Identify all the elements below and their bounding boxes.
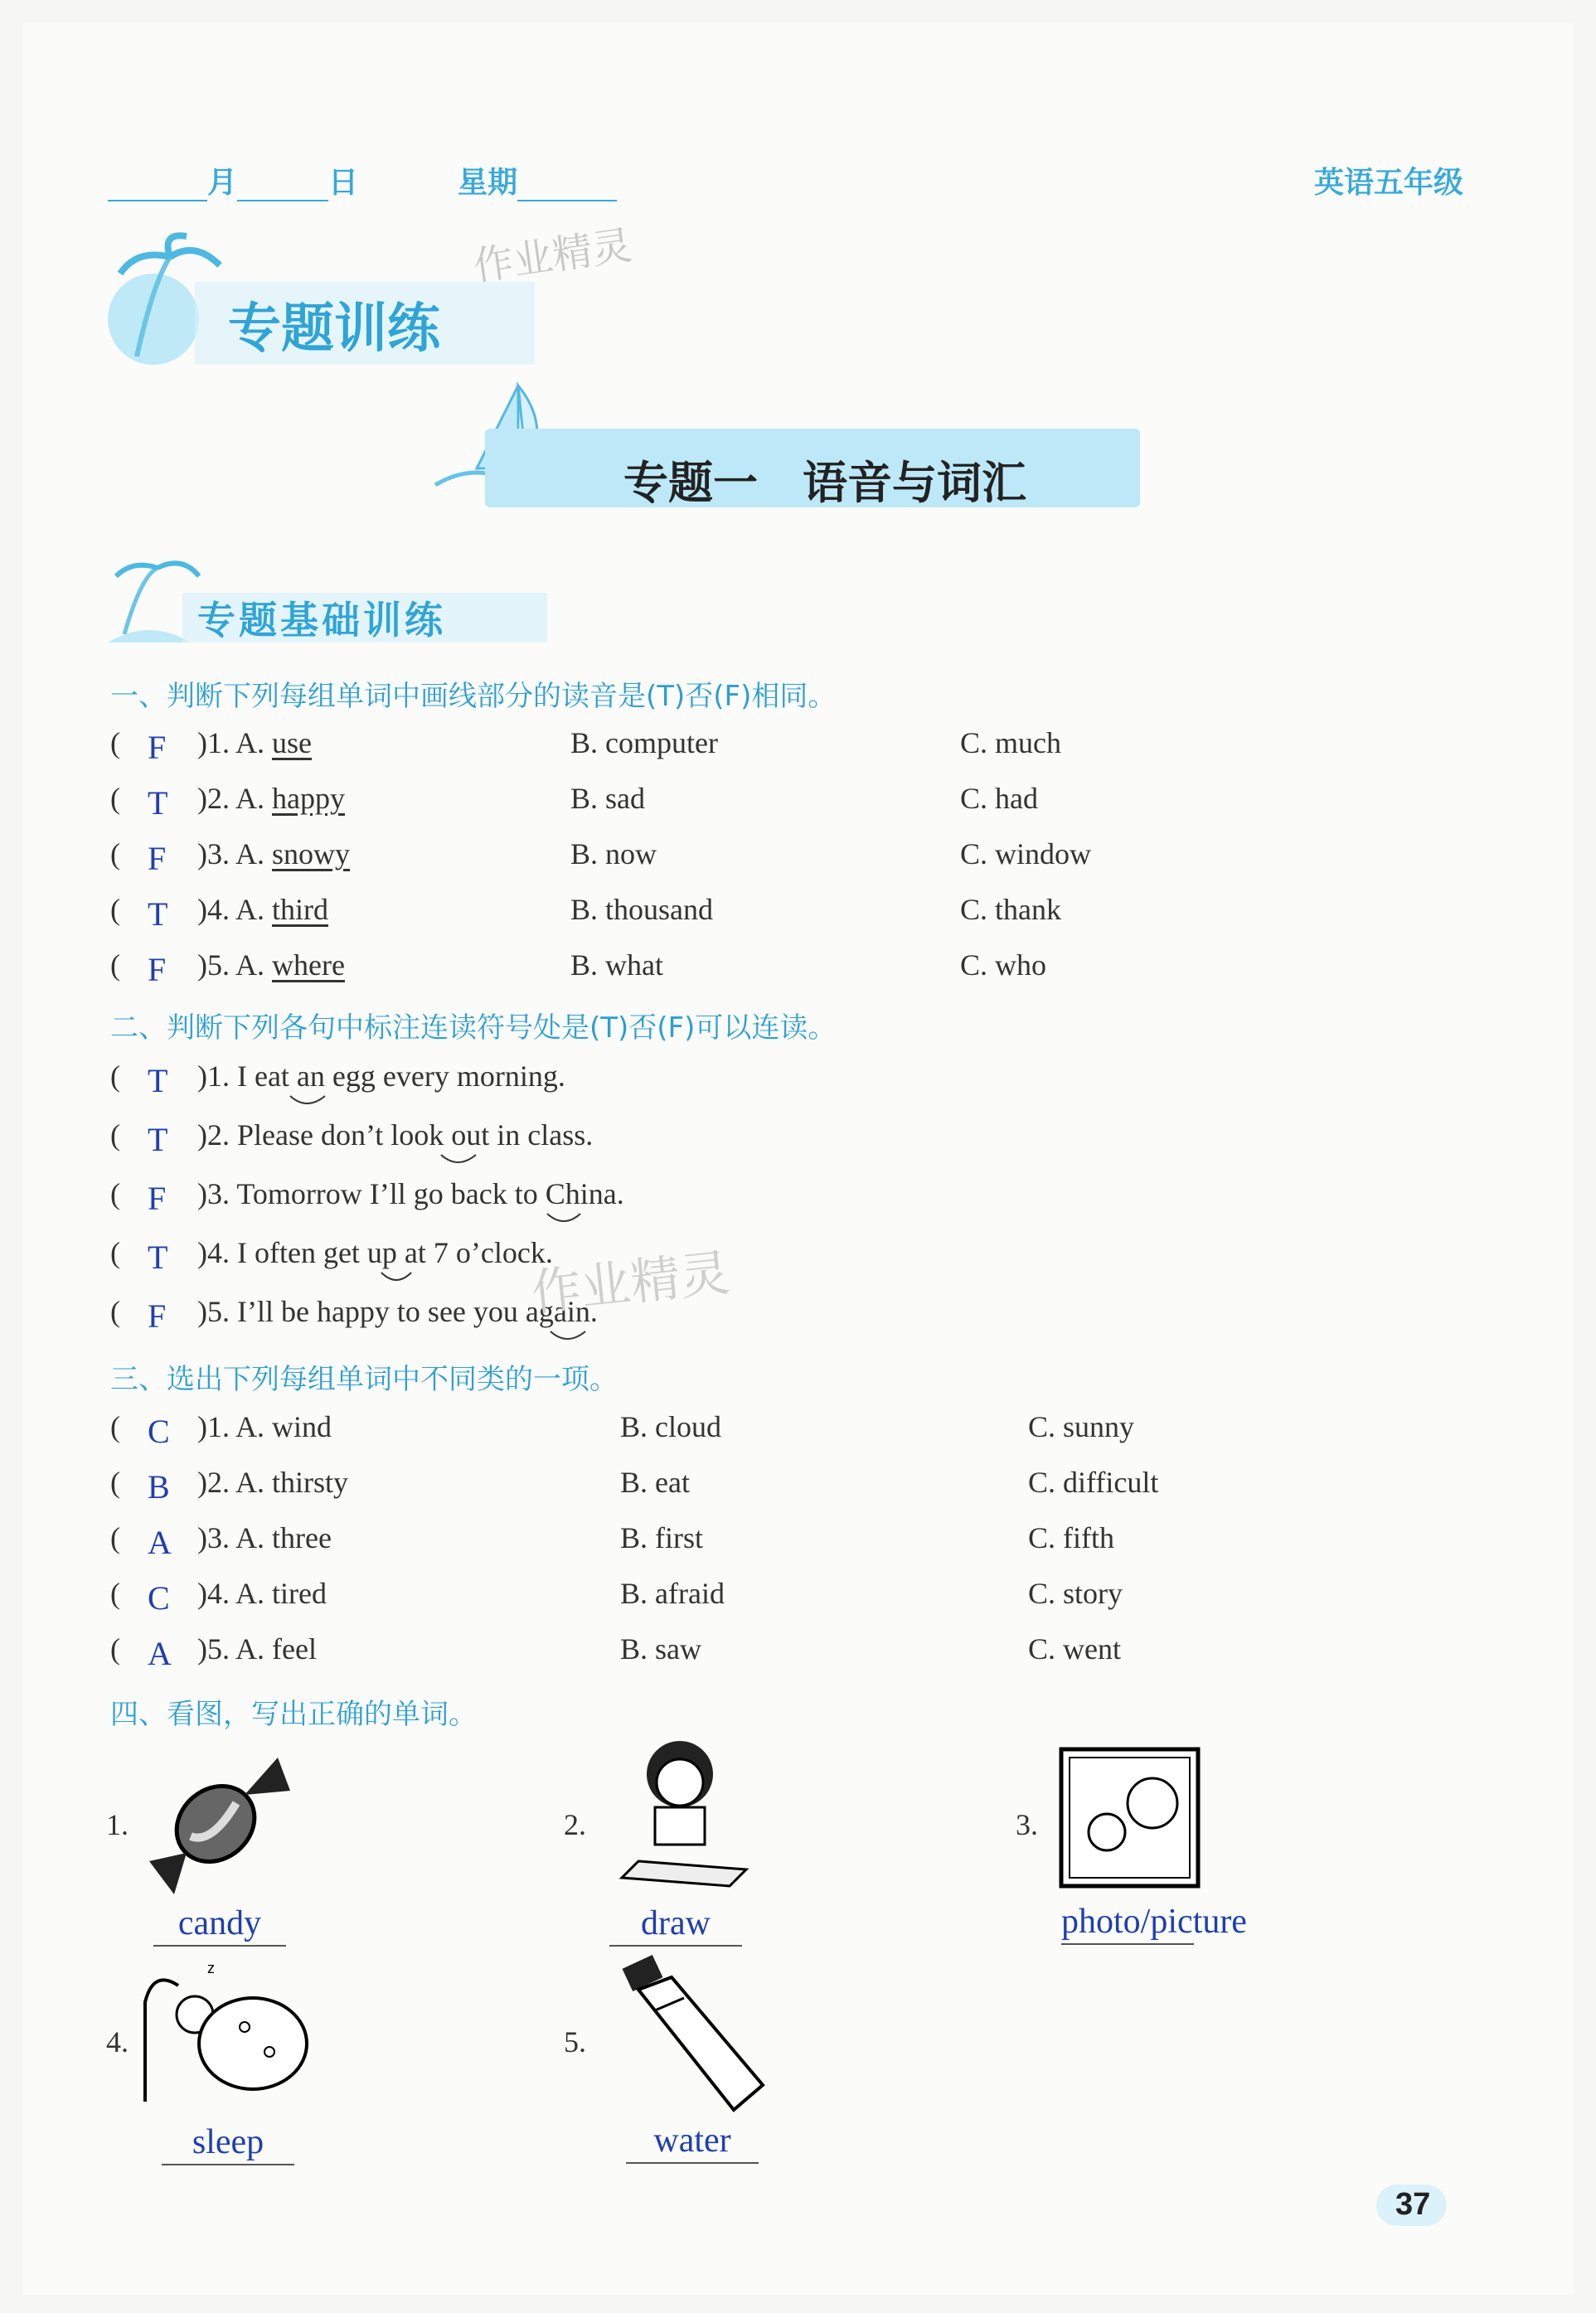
s1-q3-b: B. now	[570, 837, 657, 870]
s1-q4-c: C. thank	[960, 893, 1061, 926]
water-bottle-icon	[609, 1952, 775, 2118]
s1-row-5: (	[110, 948, 120, 982]
section2-title: 二、判断下列各句中标注连读符号处是(T)否(F)可以连读。	[110, 1011, 837, 1045]
s2-q2: )2. Please don’t look out in class.	[197, 1118, 594, 1152]
s3-q5-b: B. saw	[620, 1632, 701, 1666]
s3-answer-2[interactable]: B	[148, 1468, 170, 1506]
s2-answer-1[interactable]: T	[148, 1062, 168, 1099]
candy-icon	[133, 1745, 298, 1903]
s1-q5-b: B. what	[570, 948, 663, 982]
s2-answer-5[interactable]: F	[148, 1297, 167, 1335]
page-number: 37	[1395, 2187, 1431, 2222]
s3-q3-b: B. first	[620, 1521, 704, 1554]
s1-q4-b: B. thousand	[570, 893, 714, 926]
s3-answer-4[interactable]: C	[148, 1579, 170, 1617]
s4-num-1: 1.	[106, 1808, 129, 1841]
s4-num-5: 5.	[564, 2025, 586, 2058]
main-title: 专题训练	[228, 298, 440, 360]
s1-q1-c: C. much	[960, 726, 1061, 759]
s3-q5-a: )5. A. feel	[197, 1632, 317, 1666]
s1-row-4: (	[110, 893, 120, 926]
s3-q4-c: C. story	[1028, 1577, 1123, 1610]
s3-q3-c: C. fifth	[1028, 1521, 1114, 1554]
s1-answer-2[interactable]: T	[148, 784, 168, 822]
grade-label: 英语五年级	[1314, 166, 1464, 200]
month-label: 月	[207, 166, 238, 200]
s1-q5: )5. A. where	[197, 948, 345, 982]
svg-text:z: z	[207, 1960, 215, 1976]
s2-paren-4: (	[110, 1236, 120, 1269]
s4-num-2: 2.	[564, 1808, 586, 1841]
s1-answer-1[interactable]: F	[148, 729, 167, 766]
s2-q5: )5. I’ll be happy to see you again.	[197, 1295, 598, 1328]
s1-answer-4[interactable]: T	[148, 895, 168, 933]
s2-q4: )4. I often get up at 7 o’clock.	[197, 1236, 553, 1269]
s1-row-3: (	[110, 837, 120, 870]
section1-title: 一、判断下列每组单词中画线部分的读音是(T)否(F)相同。	[110, 680, 837, 713]
s3-q2-a: )2. A. thirsty	[197, 1466, 349, 1499]
s3-q1-a: )1. A. wind	[197, 1410, 332, 1443]
s4-num-3: 3.	[1016, 1808, 1038, 1841]
section4-title: 四、看图，写出正确的单词。	[110, 1698, 477, 1731]
s1-q3: )3. A. snowy	[197, 837, 351, 870]
s3-q4-b: B. afraid	[620, 1577, 725, 1610]
s4-answer-5[interactable]: water	[626, 2121, 759, 2164]
s1-q5-c: C. who	[960, 948, 1047, 982]
s2-paren-3: (	[110, 1177, 120, 1210]
sleeping-child-icon	[137, 1952, 315, 2110]
s3-paren-1: (	[110, 1410, 120, 1443]
s3-paren-5: (	[110, 1632, 120, 1666]
s1-row-1: (	[110, 726, 120, 759]
s1-q1-b: B. computer	[570, 726, 718, 759]
s1-row-2: (	[110, 782, 120, 815]
s1-q4: )4. A. third	[197, 893, 328, 926]
s3-q2-b: B. eat	[620, 1466, 690, 1499]
s3-q3-a: )3. A. three	[197, 1521, 332, 1554]
s3-answer-3[interactable]: A	[148, 1524, 172, 1561]
family-photo-icon	[1057, 1741, 1206, 1894]
s1-q2-c: C. had	[960, 782, 1038, 815]
s1-q1: )1. A. use	[197, 726, 312, 759]
s3-q4-a: )4. A. tired	[197, 1577, 327, 1610]
s3-q5-c: C. went	[1028, 1632, 1121, 1666]
s4-answer-1[interactable]: candy	[153, 1903, 286, 1947]
girl-drawing-icon	[605, 1737, 754, 1903]
watermark-middle: 作业精灵	[528, 1244, 733, 1323]
s3-paren-4: (	[110, 1577, 120, 1610]
s2-paren-5: (	[110, 1295, 120, 1328]
s3-paren-3: (	[110, 1521, 120, 1554]
watermark-top: 作业精灵	[470, 221, 635, 291]
s3-q1-c: C. sunny	[1028, 1410, 1135, 1443]
s2-answer-3[interactable]: F	[148, 1180, 167, 1217]
day-label: 日	[328, 166, 359, 200]
s1-q2-b: B. sad	[570, 782, 645, 815]
s1-answer-5[interactable]: F	[148, 951, 167, 988]
s4-answer-3[interactable]: photo/picture	[1061, 1902, 1194, 1945]
s4-num-4: 4.	[106, 2025, 129, 2058]
s3-q1-b: B. cloud	[620, 1410, 721, 1443]
s2-paren-2: (	[110, 1118, 120, 1152]
basic-title: 专题基础训练	[197, 598, 446, 642]
weekday-label: 星期	[458, 166, 518, 200]
s4-answer-4[interactable]: sleep	[162, 2122, 294, 2165]
s3-q2-c: C. difficult	[1028, 1466, 1159, 1499]
s2-q3: )3. Tomorrow I’ll go back to China.	[197, 1177, 624, 1210]
s1-q3-c: C. window	[960, 837, 1092, 870]
s1-q2: )2. A. happy	[197, 782, 345, 815]
s1-answer-3[interactable]: F	[148, 840, 167, 877]
s4-answer-2[interactable]: draw	[609, 1903, 742, 1947]
s2-answer-2[interactable]: T	[148, 1121, 168, 1158]
s3-answer-1[interactable]: C	[148, 1413, 170, 1450]
topic-title: 专题一 语音与词汇	[623, 457, 1026, 509]
s3-paren-2: (	[110, 1466, 120, 1499]
section3-title: 三、选出下列每组单词中不同类的一项。	[110, 1363, 618, 1396]
s2-paren-1: (	[110, 1060, 120, 1093]
s2-answer-4[interactable]: T	[148, 1239, 168, 1276]
s3-answer-5[interactable]: A	[148, 1635, 172, 1672]
s2-q1: )1. I eat an egg every morning.	[197, 1060, 565, 1093]
